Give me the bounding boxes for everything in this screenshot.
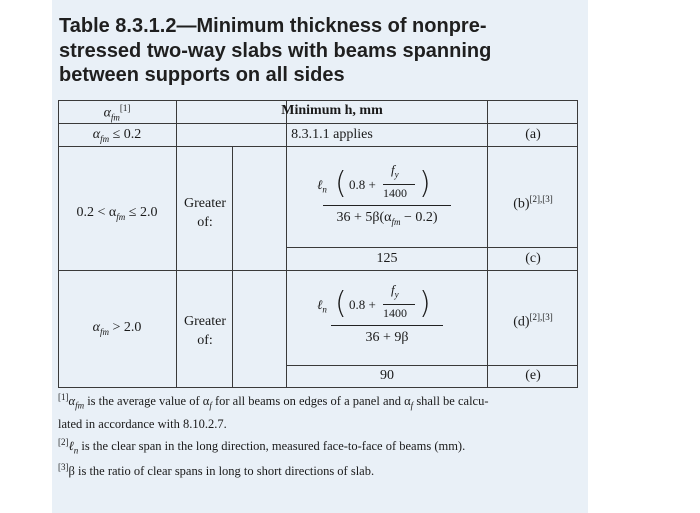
- row-d-formula: [287, 280, 487, 360]
- row-e-value: 90: [380, 368, 394, 383]
- rule-col-4: [487, 100, 488, 388]
- title-line-1: Table 8.3.1.2—Minimum thickness of nonpre-: [59, 15, 487, 37]
- rule-row-c: [58, 270, 578, 271]
- title-line-3: between supports on all sides: [59, 64, 345, 86]
- row-d-numerator: ℓ$_n$ ( 0.8 + $f_y$ 1400 ): [317, 282, 431, 321]
- row-d-condition: $\alpha_{fm} > 2.0$: [92, 320, 142, 337]
- header-minimum-h: Minimum h, mm: [281, 103, 383, 118]
- row-c-value: 125: [376, 251, 398, 266]
- row-d-denominator: 36 + 9β: [365, 330, 409, 345]
- row-a-value: 8.3.1.1 applies: [291, 127, 373, 142]
- footnote-2: [2]ℓ$_n$ is the clear span in the long direction, measured face-to-face of beams (mm).: [58, 437, 466, 456]
- row-c-label: (c): [525, 251, 541, 266]
- footnote-1: $[1]\alpha_{fm}$ is the average value of $\alpha_f$ for all beams on edges of a panel and $\alpha_f$ shall be calcu- lated in accordance with 8.10.2.7.: [58, 392, 489, 431]
- row-e-label: (e): [525, 368, 541, 383]
- thickness-table: [58, 100, 578, 388]
- row-a-label: (a): [525, 127, 541, 142]
- row-b-greater-of: Greater of:: [184, 196, 226, 230]
- row-b-denominator: $36 + 5\beta(\alpha_{fm} - 0.2)$: [336, 210, 438, 227]
- header-alpha: $\alpha_{fm}[1]$: [103, 103, 131, 123]
- rule-row-a: [58, 146, 578, 147]
- rule-row-d: [286, 365, 578, 366]
- row-b-formula: [287, 160, 487, 240]
- rule-row-b: [286, 247, 578, 248]
- row-d-label: (d)[2],[3]: [513, 312, 553, 330]
- rule-top: [58, 100, 578, 101]
- row-d-greater-of: Greater of:: [184, 314, 226, 348]
- rule-right: [577, 100, 578, 388]
- row-b-numerator: ℓ$_n$ ( 0.8 + $f_y$ 1400 ): [317, 162, 431, 201]
- row-b-condition: $0.2 < \alpha_{fm} \le 2.0$: [76, 205, 158, 222]
- title-line-2: stressed two-way slabs with beams spanning: [59, 39, 492, 62]
- rule-col-2: [232, 147, 233, 388]
- footnote-3: [3]β is the ratio of clear spans in long to short directions of slab.: [58, 462, 375, 479]
- table-title: [59, 14, 579, 88]
- row-a-condition: $\alpha_{fm} \le 0.2$: [92, 127, 142, 144]
- rule-header: [58, 123, 578, 124]
- row-b-label: (b)[2],[3]: [513, 194, 553, 212]
